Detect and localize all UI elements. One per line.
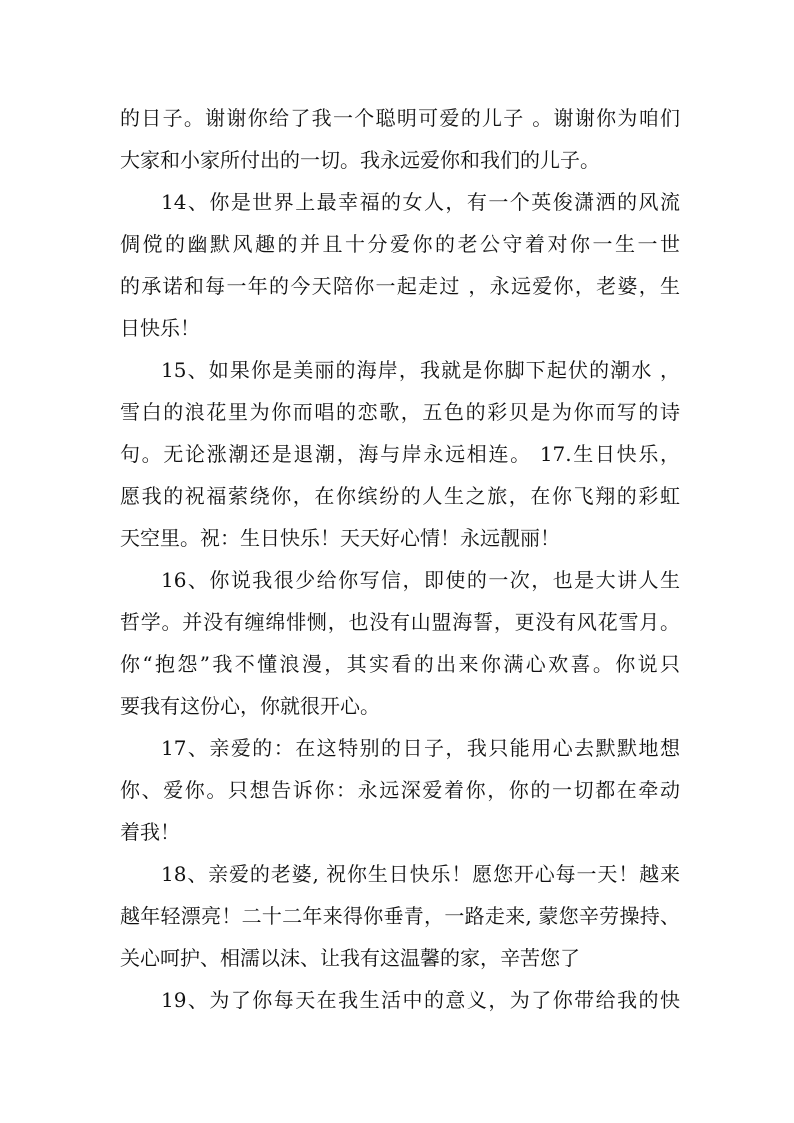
text-line: 日快乐！	[120, 316, 200, 340]
text-line: 愿我的祝福萦绕你，在你缤纷的人生之旅，在你飞翔的彩虹	[120, 484, 680, 508]
text-line: 倜傥的幽默风趣的并且十分爱你的老公守着对你一生一世	[120, 232, 680, 256]
text-line: 哲学。并没有缠绵悱恻，也没有山盟海誓，更没有风花雪月。	[120, 610, 680, 634]
text-line: 着我！	[120, 820, 180, 844]
text-line: 14、你是世界上最幸福的女人，有一个英俊潇洒的风流	[161, 190, 680, 214]
text-line: 的日子。谢谢你给了我一个聪明可爱的儿子 。谢谢你为咱们	[120, 106, 680, 130]
text-line: 句。无论涨潮还是退潮，海与岸永远相连。 17.生日快乐，	[120, 442, 680, 466]
text-line: 天空里。祝：生日快乐！天天好心情！永远靓丽！	[120, 526, 560, 550]
text-line: 越年轻漂亮！二十二年来得你垂青，一路走来, 蒙您辛劳操持、	[120, 904, 680, 928]
text-line: 雪白的浪花里为你而唱的恋歌，五色的彩贝是为你而写的诗	[120, 400, 680, 424]
text-line: 17、亲爱的：在这特别的日子，我只能用心去默默地想	[161, 736, 680, 760]
text-line: 你、爱你。只想告诉你：永远深爱着你，你的一切都在牵动	[120, 778, 680, 802]
text-line: 的承诺和每一年的今天陪你一起走过 ，永远爱你，老婆，生	[120, 274, 680, 298]
text-line: 关心呵护、相濡以沫、让我有这温馨的家，辛苦您了	[120, 946, 580, 970]
text-line: 16、你说我很少给你写信，即使的一次，也是大讲人生	[161, 568, 680, 592]
text-line: 15、如果你是美丽的海岸，我就是你脚下起伏的潮水 ，	[161, 358, 680, 382]
text-line: 大家和小家所付出的一切。我永远爱你和我们的儿子。	[120, 148, 600, 172]
text-line: 18、亲爱的老婆, 祝你生日快乐！愿您开心每一天！越来	[161, 862, 680, 886]
text-line: 19、为了你每天在我生活中的意义，为了你带给我的快	[161, 988, 680, 1012]
text-line: 要我有这份心，你就很开心。	[120, 694, 380, 718]
text-line: 你“抱怨”我不懂浪漫，其实看的出来你满心欢喜。你说只	[120, 652, 680, 676]
